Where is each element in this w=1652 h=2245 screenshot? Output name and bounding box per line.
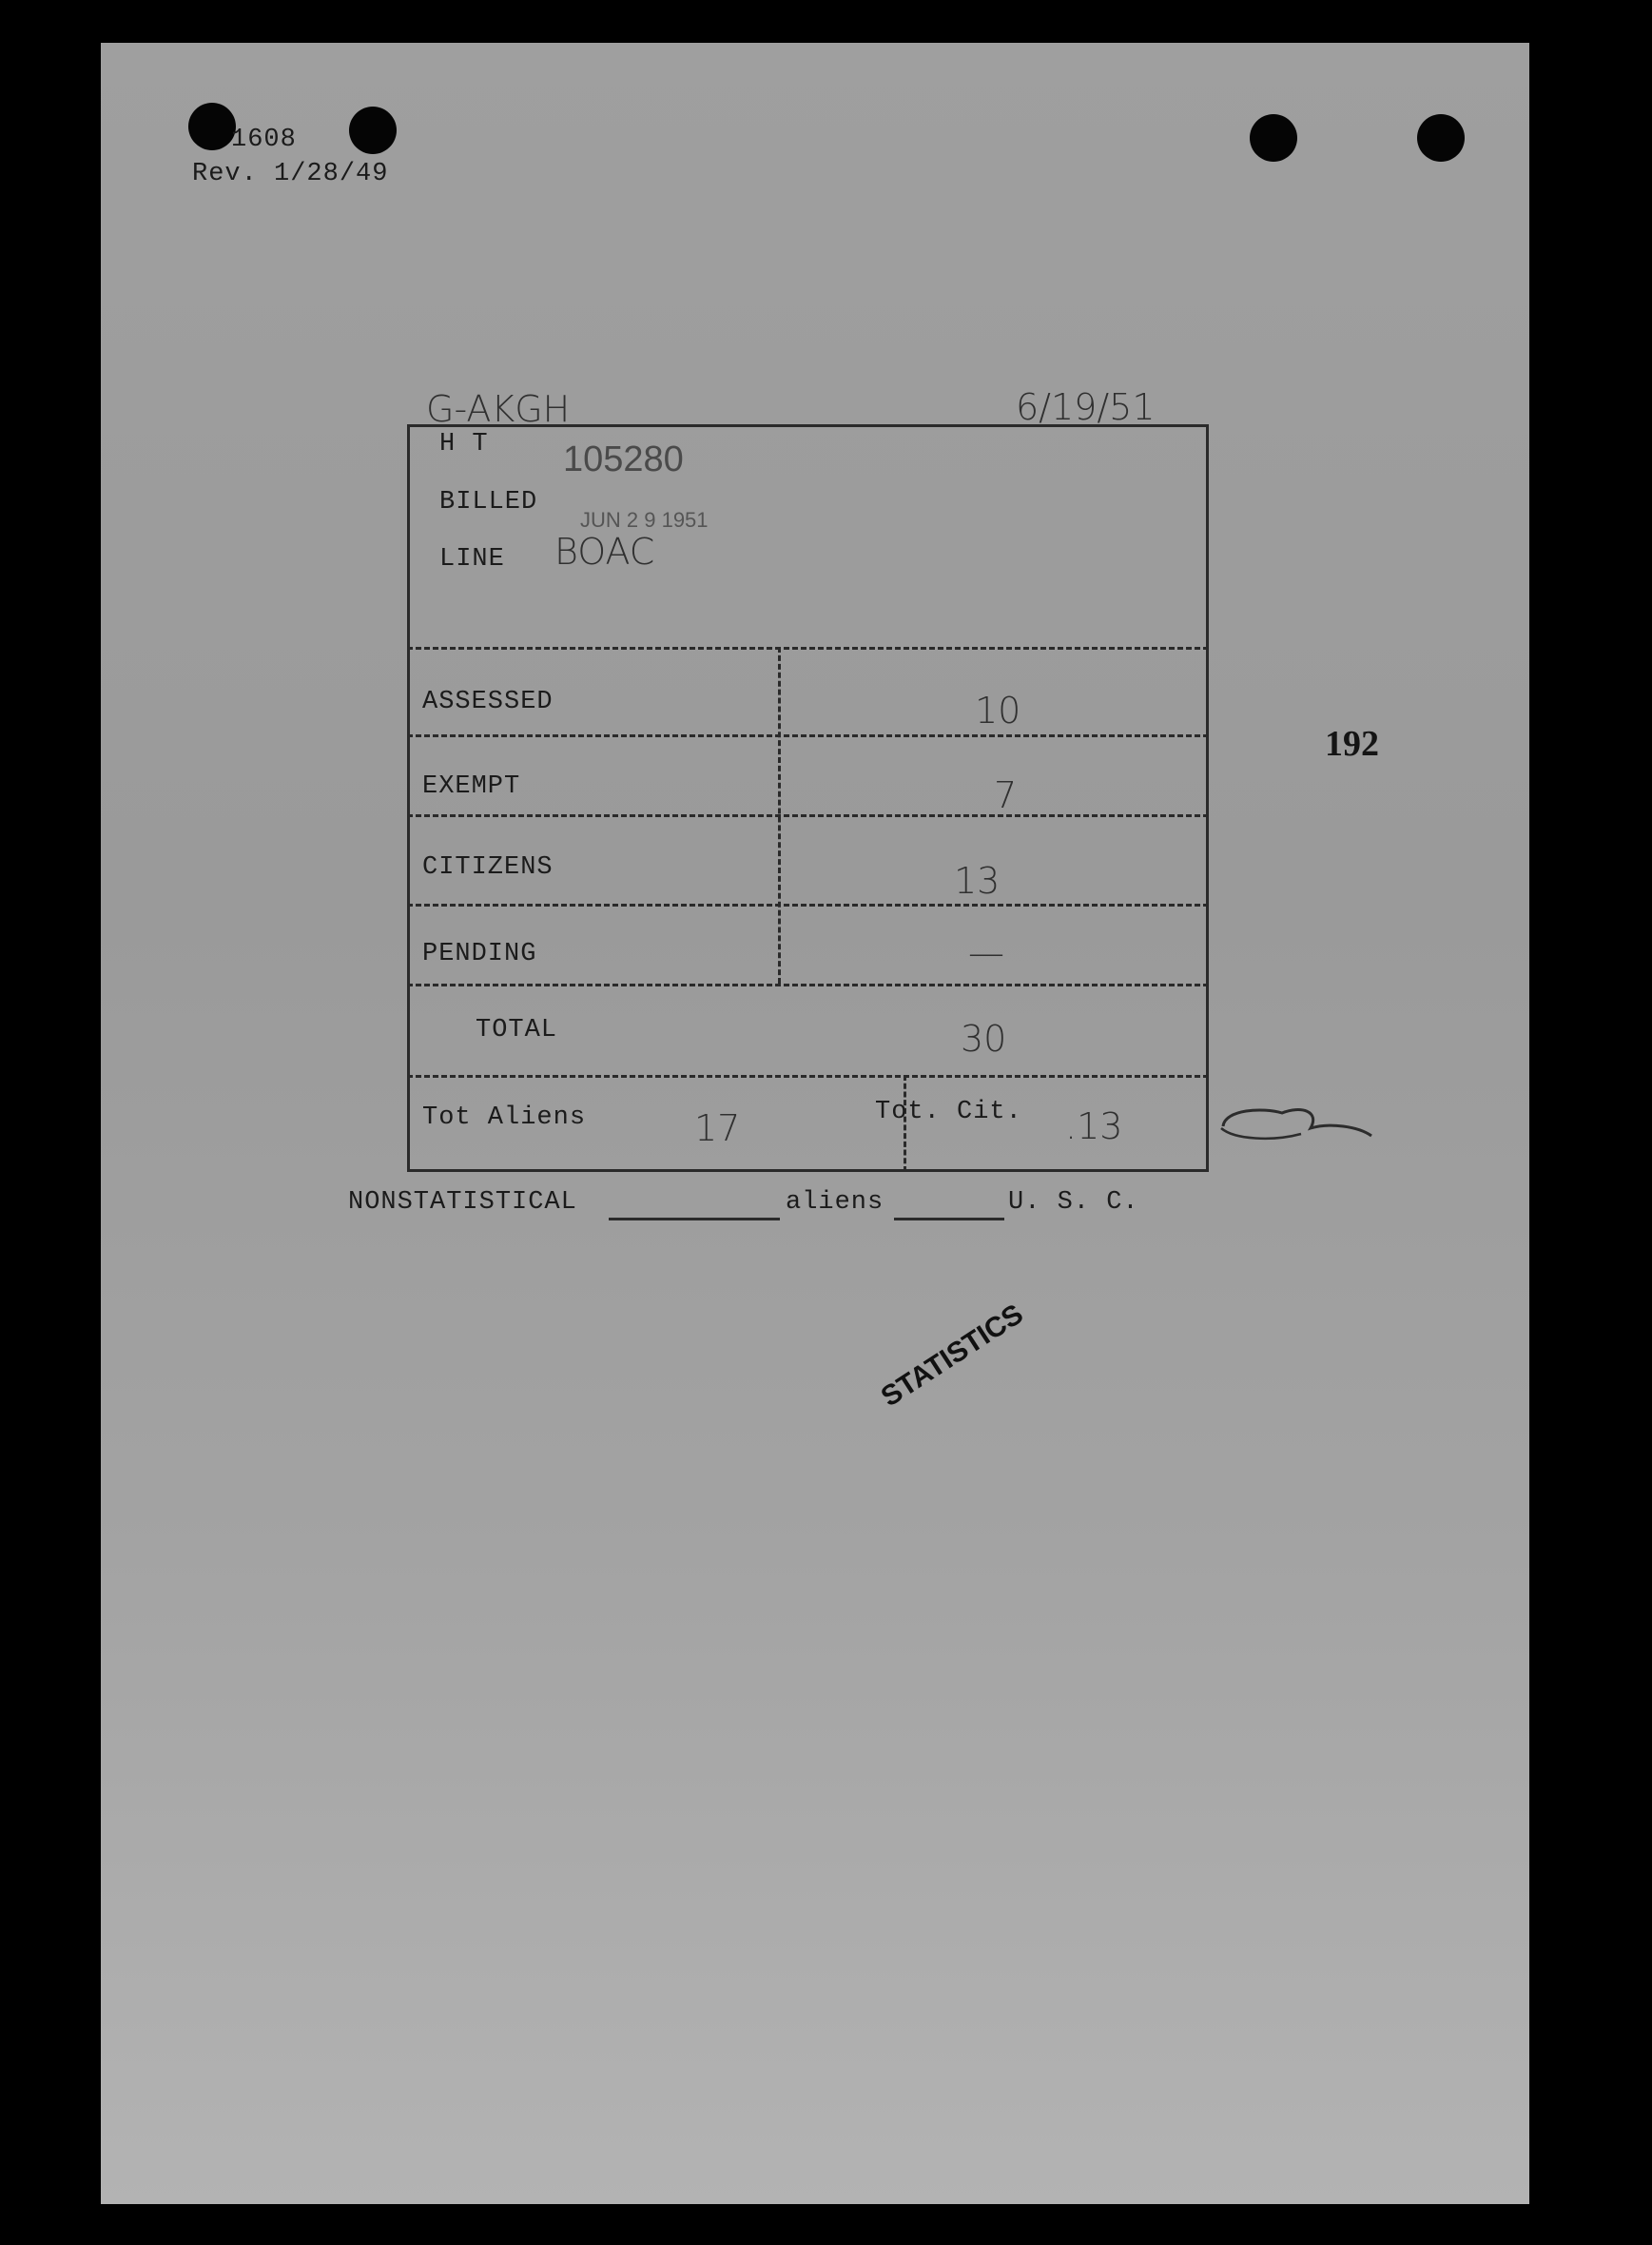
tot-cit-value: .13 [1065, 1105, 1123, 1147]
punch-hole [1250, 114, 1297, 162]
nonstat-label: NONSTATISTICAL [348, 1188, 577, 1217]
total-value: 30 [961, 1018, 1007, 1060]
billed-label: BILLED [439, 488, 538, 517]
exempt-label: EXEMPT [422, 772, 521, 801]
punch-hole [1417, 114, 1465, 162]
tot-cit-label: Tot. Cit. [875, 1098, 1022, 1126]
line-label: LINE [439, 545, 505, 574]
row-divider [407, 984, 1209, 986]
blank-line [894, 1218, 1004, 1220]
statistics-stamp: STATISTICS [875, 1298, 1029, 1414]
form-number: 1608 [231, 126, 297, 154]
pending-value: — [968, 932, 1004, 974]
punch-hole [188, 103, 236, 150]
flight-date: 6/19/51 [1016, 386, 1156, 428]
ht-label: H T [439, 430, 489, 459]
row-divider [407, 1075, 1209, 1078]
citizens-label: CITIZENS [422, 853, 554, 882]
tot-aliens-label: Tot Aliens [422, 1103, 587, 1132]
punch-hole [349, 107, 397, 154]
pending-label: PENDING [422, 940, 537, 968]
ht-number: 105280 [563, 439, 684, 479]
line-value: BOAC [554, 531, 655, 573]
billed-date: JUN 2 9 1951 [580, 508, 709, 532]
blank-line [609, 1218, 780, 1220]
citizens-value: 13 [954, 860, 1001, 902]
row-divider [407, 647, 1209, 650]
assessed-value: 10 [975, 690, 1021, 732]
flight-id: G-AKGH [426, 388, 571, 430]
manifest-table [407, 424, 1209, 1172]
exempt-value: 7 [994, 774, 1018, 816]
assessed-label: ASSESSED [422, 688, 554, 716]
tot-aliens-value: 17 [694, 1107, 741, 1149]
row-divider [407, 904, 1209, 907]
initials-signature [1215, 1102, 1375, 1151]
row-divider [407, 814, 1209, 817]
form-revision: Rev. 1/28/49 [192, 160, 389, 188]
column-divider [778, 647, 781, 984]
total-label: TOTAL [476, 1016, 558, 1044]
page-number: 192 [1325, 724, 1379, 764]
nonstat-usc-label: U. S. C. [1008, 1188, 1139, 1217]
nonstat-aliens-label: aliens [786, 1188, 884, 1217]
row-divider [407, 734, 1209, 737]
